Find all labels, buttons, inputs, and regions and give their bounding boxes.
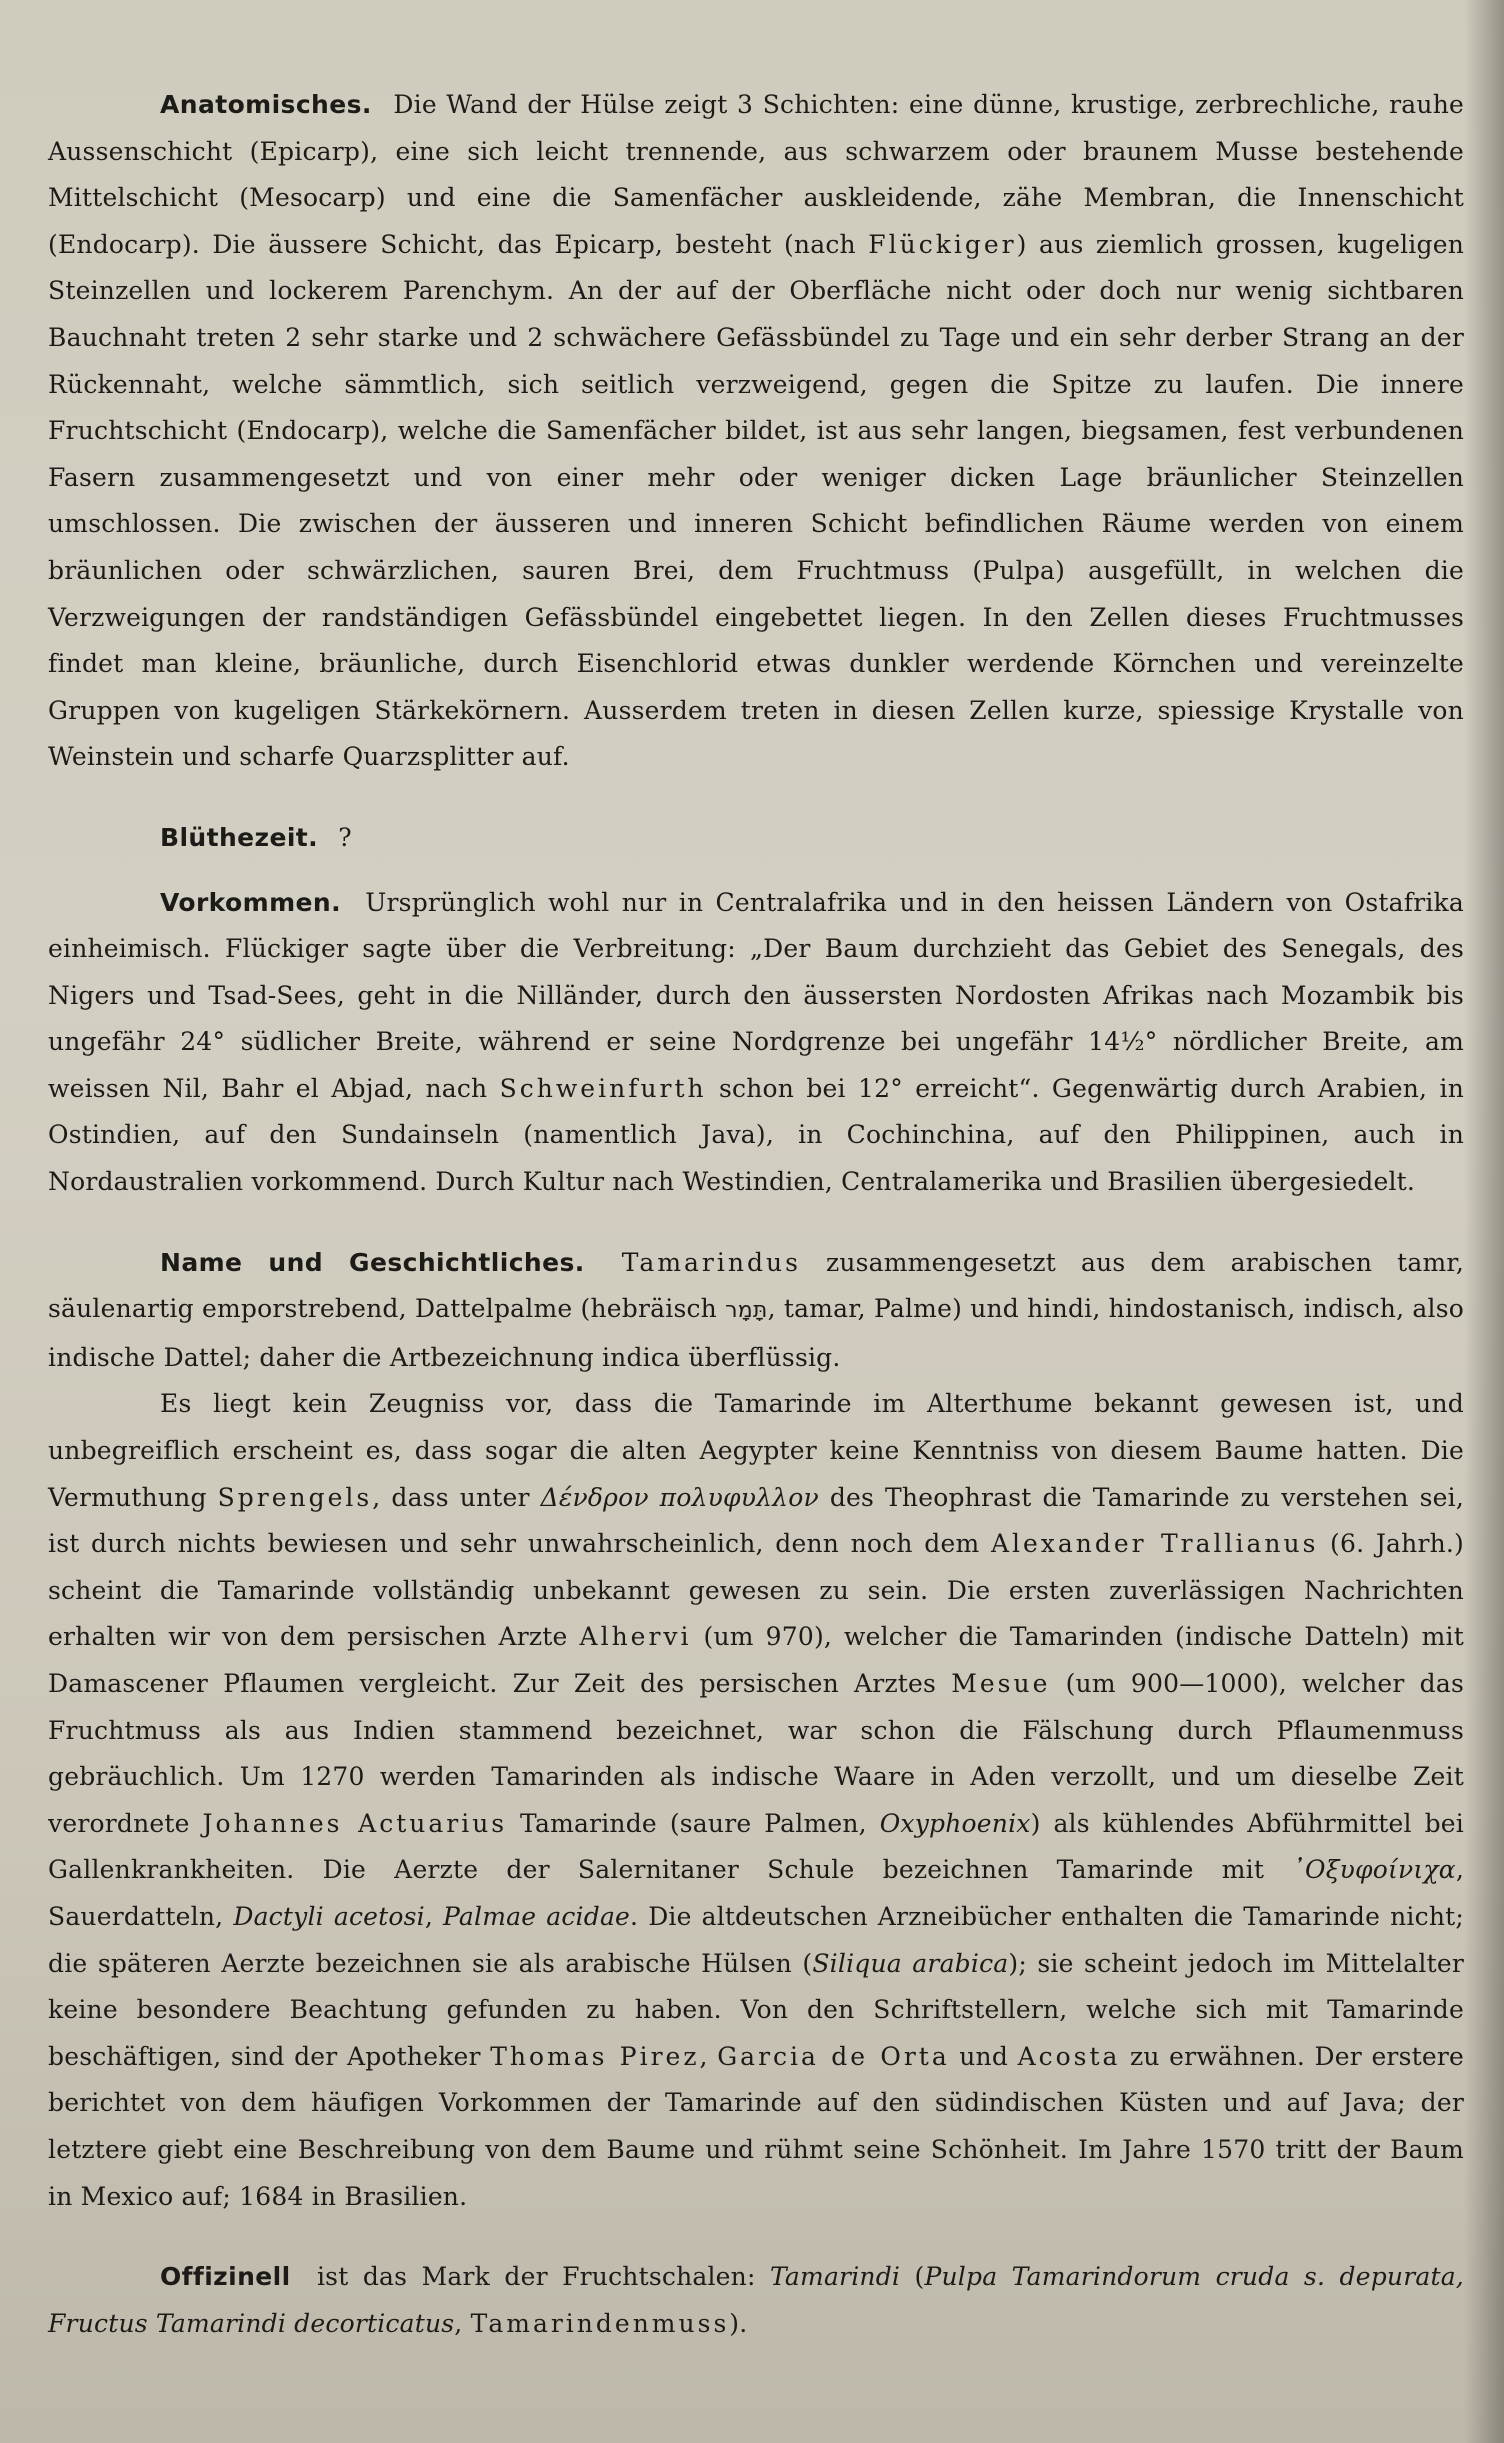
author-name: Johannes Actuarius — [202, 1808, 508, 1838]
greek-term: Δένδρον πολυφυλλον — [540, 1482, 819, 1512]
text: , — [699, 2041, 708, 2071]
paragraph-name-geschichte — [48, 1240, 1464, 1382]
author-name: Flückiger — [868, 229, 1017, 259]
text: ) aus ziemlich grossen, kugeligen Steinzellen und lockerem Parenchym. An der auf der Oberfläche nicht oder doch nur wenig sichtbaren Bauchnaht treten 2 sehr starke und 2 schwächere Gefässbündel zu Tage und ein sehr derber Strang an der Rückennaht, welche sämmtlich, sich seitlich verzweigend, gegen die Spitze zu laufen. Die innere Fruchtschicht (Endocarp), welche die Samenfächer bildet, ist aus sehr langen, biegsamen, fest verbundenen Fasern zusammengesetzt und von einer mehr oder weniger dicken Lage bräunlicher Steinzellen umschlossen. Die zwischen der äusseren und inneren Schicht befindlichen Räume werden von einem bräunlichen oder schwärzlichen, sauren Brei, dem Fruchtmuss (Pulpa) ausgefüllt, in welchen die Verzweigungen der randständigen Gefässbündel eingebettet liegen. In den Zellen dieses Fruchtmusses findet man kleine, bräunliche, durch Eisenchlorid etwas dunkler werdende Körnchen und vereinzelte Gruppen von kugeligen Stärkekörnern. Ausserdem treten in diesen Zellen kurze, spiessige Krystalle von Weinstein und scharfe Quarzsplitter auf. — [48, 229, 1465, 772]
paragraph-vorkommen — [48, 880, 1464, 1206]
author-name: Acosta — [1017, 2041, 1121, 2071]
latin-term: Palmae acidae — [443, 1901, 631, 1931]
text: (um 970), welcher die Tamarinden (indische Datteln) mit Damascener Pflaumen vergleicht. Zur Zeit des persischen Arztes — [48, 1622, 1464, 1698]
latin-term: Oxyphoenix — [879, 1808, 1031, 1838]
heading-vorkommen: Vorkommen. — [160, 887, 341, 917]
paragraph-offizinell — [48, 2254, 1464, 2347]
text: , Sauerdatteln, — [48, 1855, 1465, 1931]
text: Es liegt kein Zeugniss vor, dass die Tamarinde im Alterthume bekannt gewesen ist, und unbegreiflich erscheint es, dass sogar die alten Aegypter keine Kenntniss von diesem Baume hatten. Die Vermuthung — [48, 1389, 1464, 1512]
text: ? — [338, 822, 352, 852]
author-name: Schweinfurth — [499, 1073, 707, 1103]
heading-anatomisches: Anatomisches. — [160, 90, 372, 119]
text: schon bei 12° erreicht“. Gegenwärtig durch Arabien, in Ostindien, auf den Sundainseln (namentlich Java), in Cochinchina, auf den Philippinen, auch in Nordaustralien vorkommend. Durch Kultur nach Westindien, Centralamerika und Brasilien übergesiedelt. — [48, 1073, 1464, 1197]
text: zusammengesetzt aus dem arabischen tamr, säulenartig emporstrebend, Dattelpalme (hebräisch — [48, 1247, 1464, 1324]
author-name: Sprengels — [217, 1482, 373, 1512]
text: (um 900—1000), welcher das Fruchtmuss als aus Indien stammend bezeichnet, war schon die Fälschung durch Pflaumenmuss gebräuchlich. Um 1270 werden Tamarinden als indische Waare in Aden verzollt, und um dieselbe Zeit verordnete — [48, 1669, 1465, 1838]
text: , tamar, Palme) und hindi, hindostanisch, indisch, also indische Dattel; daher die Artbezeichnung indica überflüssig. — [48, 1294, 1464, 1372]
text: . Die altdeutschen Arzneibücher enthalten die Tamarinde nicht; die späteren Aerzte bezeichnen sie als arabische Hülsen ( — [48, 1901, 1464, 1978]
text: , dass unter — [372, 1482, 530, 1512]
author-name: Garcia de Orta — [717, 2041, 950, 2071]
author-name: Thomas Pirez — [490, 2041, 700, 2071]
author-name: Alexander Trallianus — [990, 1529, 1319, 1559]
text: Ursprünglich wohl nur in Centralafrika und in den heissen Ländern von Ostafrika einheimisch. Flückiger sagte über die Verbreitung: „Der Baum durchzieht das Gebiet des Senegals, des Nigers und Tsad-Sees, geht in die Nilländer, durch den äussersten Nordosten Afrikas nach Mozambik bis ungefähr 24° südlicher Breite, während er seine Nordgrenze bei ungefähr 14½° nördlicher Breite, am weissen Nil, Bahr el Abjad, nach — [48, 887, 1464, 1103]
text: (6. Jahrh.) scheint die Tamarinde vollständig unbekannt gewesen zu sein. Die ersten zuverlässigen Nachrichten erhalten wir von dem persischen Arzte — [48, 1529, 1464, 1652]
heading-name-geschichte: Name und Geschichtliches. — [160, 1247, 585, 1277]
latin-term: Dactyli acetosi — [233, 1901, 425, 1931]
paragraph-zeugniss — [48, 1381, 1464, 2220]
text: ) als kühlendes Abführmittel bei Gallenkrankheiten. Die Aerzte der Salernitaner Schule bezeichnen Tamarinde mit — [48, 1808, 1464, 1885]
latin-term: Pulpa Tamarindorum cruda s. depurata, Fructus Tamarindi decorticatus — [48, 2262, 1464, 2338]
hebrew-word: תָּמָר — [725, 1298, 768, 1324]
text: ist das Mark der Fruchtschalen: — [316, 2262, 756, 2292]
text: und — [959, 2041, 1009, 2071]
text: Die Wand der Hülse zeigt 3 Schichten: eine dünne, krustige, zerbrechliche, rauhe Aussenschicht (Epicarp), eine sich leicht trennende, aus schwarzem oder braunem Musse bestehende Mittelschicht (Mesocarp) und eine die Samenfächer auskleidende, zähe Membran, die Innenschicht (Endocarp). Die äussere Schicht, das Epicarp, besteht (nach — [48, 90, 1465, 259]
paragraph-bluethezeit — [48, 815, 1464, 862]
text: des Theophrast die Tamarinde zu verstehen sei, ist durch nichts bewiesen und sehr unwahrscheinlich, denn noch dem — [48, 1482, 1464, 1559]
heading-bluethezeit: Blüthezeit. — [160, 822, 319, 852]
latin-term: Tamarindi — [770, 2262, 901, 2292]
paragraph-anatomisches — [48, 82, 1464, 781]
text: ); sie scheint jedoch im Mittelalter keine besondere Beachtung gefunden zu haben. Von den Schriftstellern, welche sich mit Tamarinde beschäftigen, sind der Apotheker — [48, 1948, 1464, 2071]
author-name: Alhervi — [579, 1622, 692, 1652]
text: , — [424, 1901, 434, 1931]
text: ( — [914, 2262, 925, 2292]
term: Tamarindenmuss — [470, 2308, 730, 2338]
greek-term: ᾿Οξυφοίνιχα — [1292, 1855, 1456, 1885]
term: Tamarindus — [621, 1247, 801, 1277]
text: Tamarinde (saure Palmen, — [520, 1808, 867, 1838]
author-name: Mesue — [951, 1669, 1051, 1698]
latin-term: Siliqua arabica — [812, 1948, 1009, 1978]
heading-offizinell: Offizinell — [160, 2262, 291, 2292]
text: , — [454, 2308, 463, 2338]
text: zu erwähnen. Der erstere berichtet von dem häufigen Vorkommen der Tamarinde auf den südindischen Küsten und auf Java; der letztere giebt eine Beschreibung von dem Baume und rühmt seine Schönheit. Im Jahre 1570 tritt der Baum in Mexico auf; 1684 in Brasilien. — [48, 2041, 1465, 2211]
text: ). — [729, 2308, 748, 2338]
